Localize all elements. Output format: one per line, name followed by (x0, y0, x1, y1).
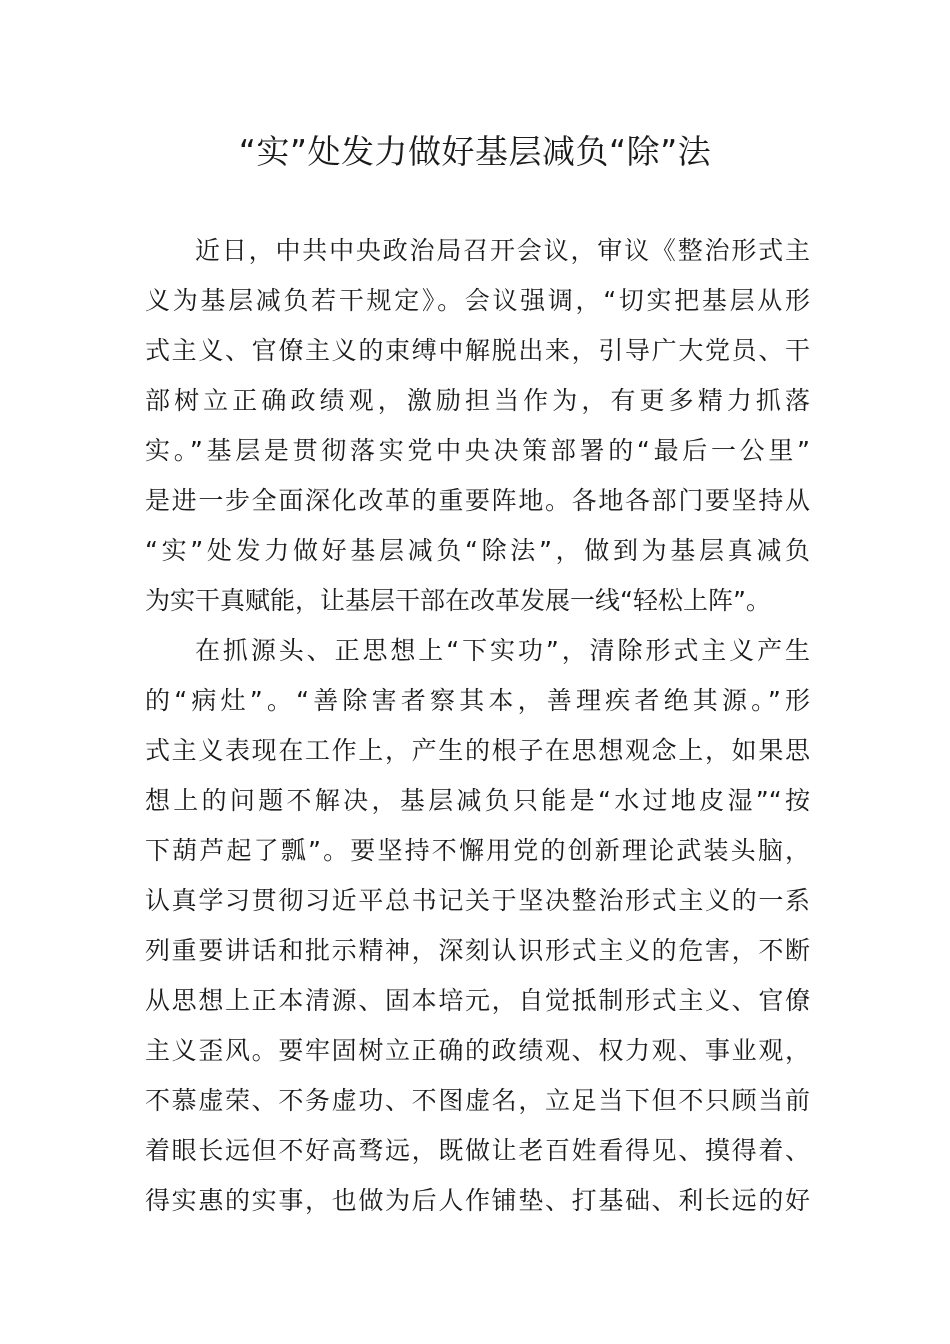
paragraph-line: 是进一步全面深化改革的重要阵地。各地各部门要坚持从 (145, 486, 810, 515)
paragraph-line: 式主义表现在工作上，产生的根子在思想观念上，如果思 (145, 736, 810, 765)
document-title: “实”处发力做好基层减负“除”法 (238, 132, 712, 171)
paragraph-line: 下葫芦起了瓢”。要坚持不懈用党的创新理论武装头脑， (145, 836, 810, 865)
paragraph-line: 近日，中共中央政治局召开会议，审议《整治形式主 (195, 236, 810, 265)
paragraph-line: 的“病灶”。“善除害者察其本，善理疾者绝其源。”形 (145, 686, 810, 715)
paragraph-line: 为实干真赋能，让基层干部在改革发展一线“轻松上阵”。 (145, 586, 771, 615)
paragraph-line: 列重要讲话和批示精神，深刻认识形式主义的危害，不断 (145, 936, 810, 965)
paragraph-line: 主义歪风。要牢固树立正确的政绩观、权力观、事业观， (145, 1036, 810, 1065)
paragraph-line: 从思想上正本清源、固本培元，自觉抵制形式主义、官僚 (145, 986, 810, 1015)
paragraph-line: 不慕虚荣、不务虚功、不图虚名，立足当下但不只顾当前 (145, 1086, 810, 1115)
paragraph-line: 认真学习贯彻习近平总书记关于坚决整治形式主义的一系 (145, 886, 810, 915)
paragraph-2 (145, 626, 810, 1226)
paragraph-line: “实”处发力做好基层减负“除法”，做到为基层真减负 (145, 536, 810, 565)
paragraph-1 (145, 226, 810, 626)
paragraph-line: 部树立正确政绩观，激励担当作为，有更多精力抓落 (145, 386, 810, 415)
paragraph-line: 义为基层减负若干规定》。会议强调，“切实把基层从形 (145, 286, 810, 315)
paragraph-line: 想上的问题不解决，基层减负只能是“水过地皮湿”“按 (145, 786, 810, 815)
document-body (145, 226, 810, 1226)
paragraph-line: 着眼长远但不好高骛远，既做让老百姓看得见、摸得着、 (145, 1136, 810, 1165)
paragraph-line: 在抓源头、正思想上“下实功”，清除形式主义产生 (195, 636, 810, 665)
paragraph-line: 得实惠的实事，也做为后人作铺垫、打基础、利长远的好 (145, 1186, 810, 1215)
paragraph-line: 式主义、官僚主义的束缚中解脱出来，引导广大党员、干 (145, 336, 810, 365)
paragraph-line: 实。”基层是贯彻落实党中央决策部署的“最后一公里” (145, 436, 810, 465)
